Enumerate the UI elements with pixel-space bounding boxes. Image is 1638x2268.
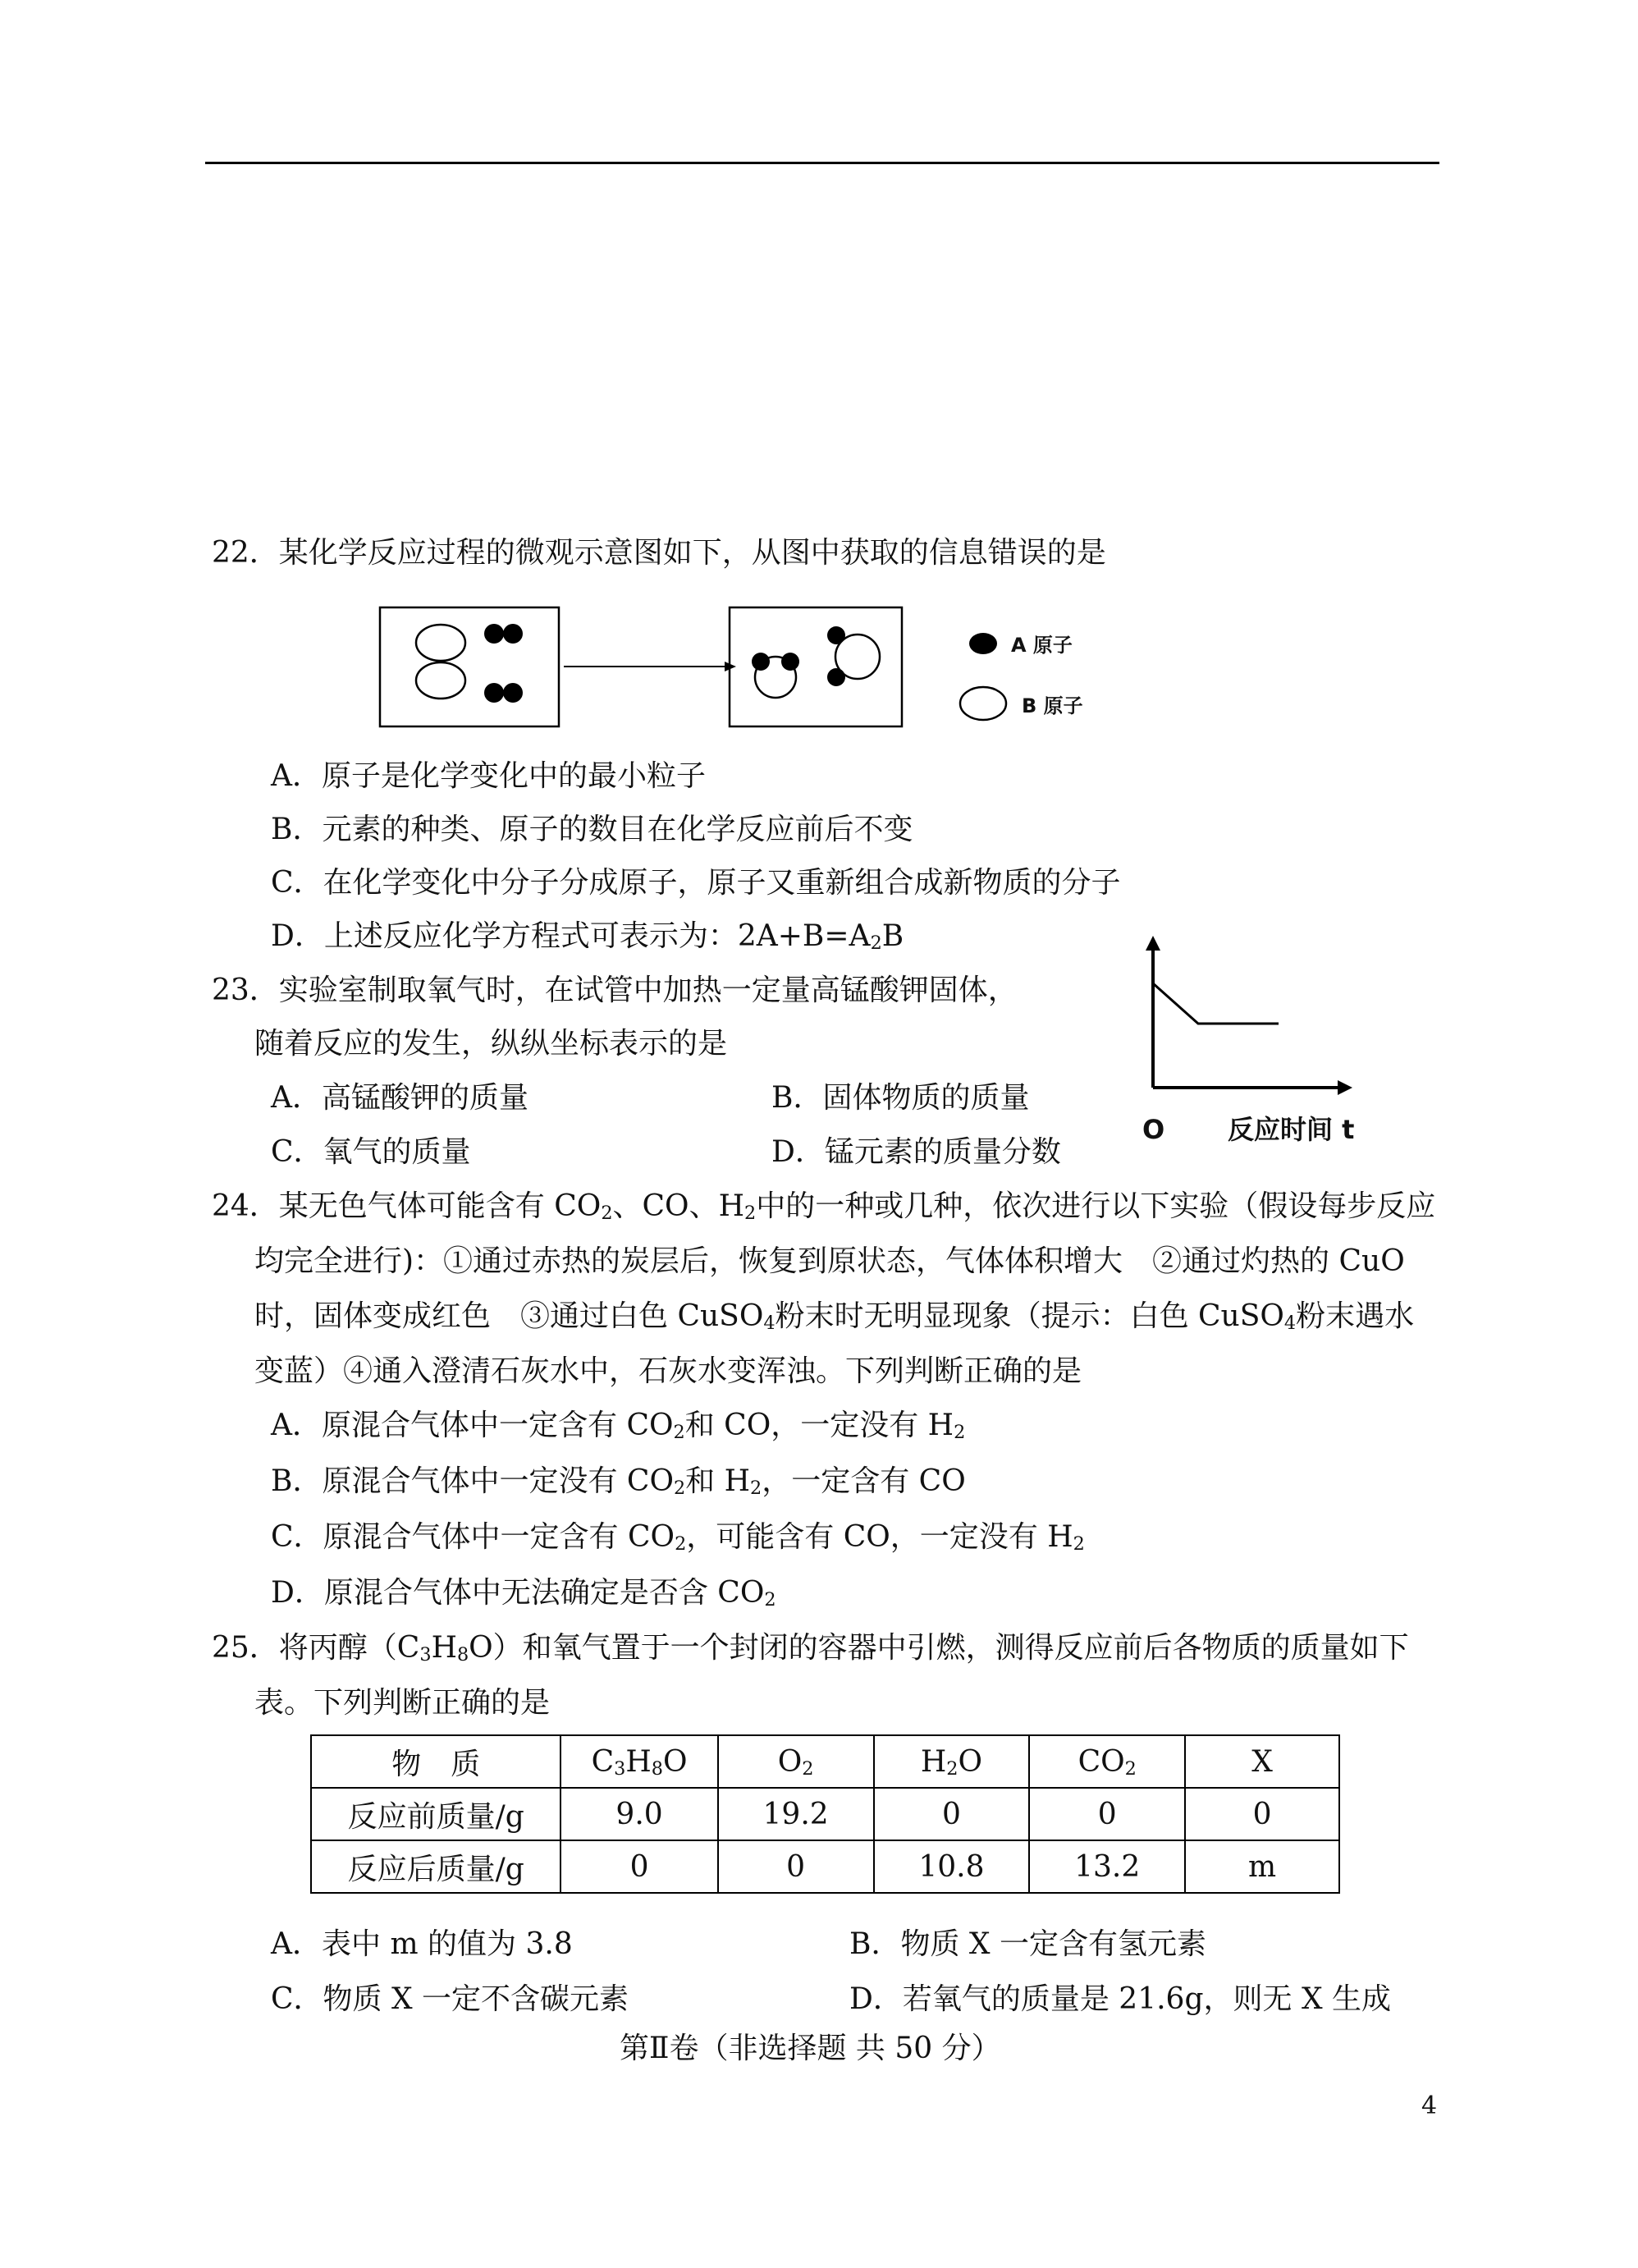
- graph-x-label: 反应时间 t: [1228, 1114, 1355, 1145]
- a-atom: [503, 624, 523, 644]
- q24-stem-line4: 变蓝）④通入澄清石灰水中，石灰水变浑浊。下列判断正确的是: [254, 1354, 1082, 1388]
- header-rule: [205, 162, 1439, 164]
- q24-option-b: B．原混合气体中一定没有 $CO_2$和 $H_2$，一定含有 CO: [271, 1464, 966, 1500]
- a-atom: [827, 668, 845, 686]
- q25-option-c: C．物质 X 一定不含碳元素: [271, 1982, 629, 2016]
- legend-a-label: A 原子: [1011, 634, 1073, 657]
- table-row: [311, 1788, 1339, 1840]
- table-cell: $C_3H_8O$: [560, 1735, 717, 1788]
- b-atom: [416, 625, 465, 661]
- table-cell: 物 质: [311, 1735, 560, 1788]
- page-number: 4: [1421, 2092, 1438, 2120]
- table-header-row: [311, 1735, 1339, 1788]
- table-cell: 19.2: [718, 1788, 874, 1840]
- a-atom: [484, 683, 504, 703]
- q23-option-b: B．固体物质的质量: [771, 1081, 1030, 1115]
- a-atom: [827, 626, 845, 644]
- curve-line: [1153, 983, 1279, 1024]
- table-cell: 9.0: [560, 1788, 717, 1840]
- q22-option-b: B．元素的种类、原子的数目在化学反应前后不变: [271, 813, 913, 846]
- q22-reaction-diagram: [373, 601, 1096, 732]
- q23-graph: [1131, 936, 1357, 1108]
- table-cell: 0: [560, 1840, 717, 1893]
- q22-option-d: D．上述反应化学方程式可表示为：$2A+B=A_2B$: [271, 919, 904, 955]
- q24-stem-line1: 24．某无色气体可能含有 $CO_2$、CO、$H_2$中的一种或几种，依次进行以下实验（假设每步反应: [212, 1189, 1436, 1225]
- table-cell: 0: [874, 1788, 1030, 1840]
- q22-option-c: C．在化学变化中分子分成原子，原子又重新组合成新物质的分子: [271, 866, 1121, 900]
- table-cell: 0: [718, 1840, 874, 1893]
- q22-stem: 22．某化学反应过程的微观示意图如下，从图中获取的信息错误的是: [212, 536, 1106, 570]
- graph-origin-label: O: [1142, 1114, 1165, 1145]
- q24-option-a: A．原混合气体中一定含有 $CO_2$和 CO，一定没有 $H_2$: [271, 1409, 966, 1444]
- q23-option-c: C．氧气的质量: [271, 1135, 471, 1169]
- table-cell: 反应后质量/g: [311, 1840, 560, 1893]
- a-atom: [752, 653, 770, 671]
- a-atom: [503, 683, 523, 703]
- a-atom: [484, 624, 504, 644]
- q24-stem-line3: 时，固体变成红色 ③通过白色 CuSO$_4$粉末时无明显现象（提示：白色 CuSO$_4$粉末遇水: [254, 1299, 1415, 1335]
- q24-option-c: C．原混合气体中一定含有 $CO_2$，可能含有 CO，一定没有 $H_2$: [271, 1520, 1085, 1556]
- table-cell: $H_2O$: [874, 1735, 1030, 1788]
- q24-stem-line2: 均完全进行)：①通过赤热的炭层后，恢复到原状态，气体体积增大 ②通过灼热的 CuO: [254, 1244, 1405, 1278]
- q25-stem-line2: 表。下列判断正确的是: [254, 1686, 551, 1720]
- q25-stem-line1: 25．将丙醇$(C_3H_8O)$和氧气置于一个封闭的容器中引燃，测得反应前后各物质的质量如下: [212, 1631, 1409, 1666]
- legend-b-atom: [960, 687, 1006, 720]
- q24-option-d: D．原混合气体中无法确定是否含 $CO_2$: [271, 1576, 776, 1611]
- q23-stem-line1: 23．实验室制取氧气时，在试管中加热一定量高锰酸钾固体，: [212, 974, 1018, 1007]
- q25-option-d: D．若氧气的质量是 21.6g，则无 X 生成: [849, 1982, 1392, 2016]
- table-cell: 0: [1185, 1788, 1339, 1840]
- x-axis-arrow: [1338, 1080, 1352, 1095]
- table-cell: m: [1185, 1840, 1339, 1893]
- q25-option-b: B．物质 X 一定含有氢元素: [849, 1927, 1206, 1961]
- legend-a-atom: [969, 633, 997, 654]
- table-row: [311, 1840, 1339, 1893]
- y-axis-arrow: [1146, 936, 1160, 951]
- table-cell: 13.2: [1029, 1840, 1185, 1893]
- q25-option-a: A．表中 m 的值为 3.8: [271, 1927, 573, 1961]
- q23-stem-line2: 随着反应的发生，纵纵坐标表示的是: [254, 1027, 728, 1061]
- mass-table: [310, 1734, 1340, 1894]
- legend-b-label: B 原子: [1022, 694, 1083, 717]
- table-cell: 反应前质量/g: [311, 1788, 560, 1840]
- b-atom: [416, 662, 465, 699]
- table-cell: $O_2$: [718, 1735, 874, 1788]
- table-cell: 0: [1029, 1788, 1185, 1840]
- table-cell: X: [1185, 1735, 1339, 1788]
- q23-option-a: A．高锰酸钾的质量: [271, 1081, 528, 1115]
- q23-option-d: D．锰元素的质量分数: [771, 1135, 1061, 1169]
- q22-option-a: A．原子是化学变化中的最小粒子: [271, 759, 706, 793]
- table-cell: 10.8: [874, 1840, 1030, 1893]
- table-cell: $CO_2$: [1029, 1735, 1185, 1788]
- a-atom: [781, 653, 799, 671]
- section-title: 第Ⅱ卷（非选择题 共 50 分）: [620, 2032, 1001, 2065]
- reactant-box: [380, 607, 559, 726]
